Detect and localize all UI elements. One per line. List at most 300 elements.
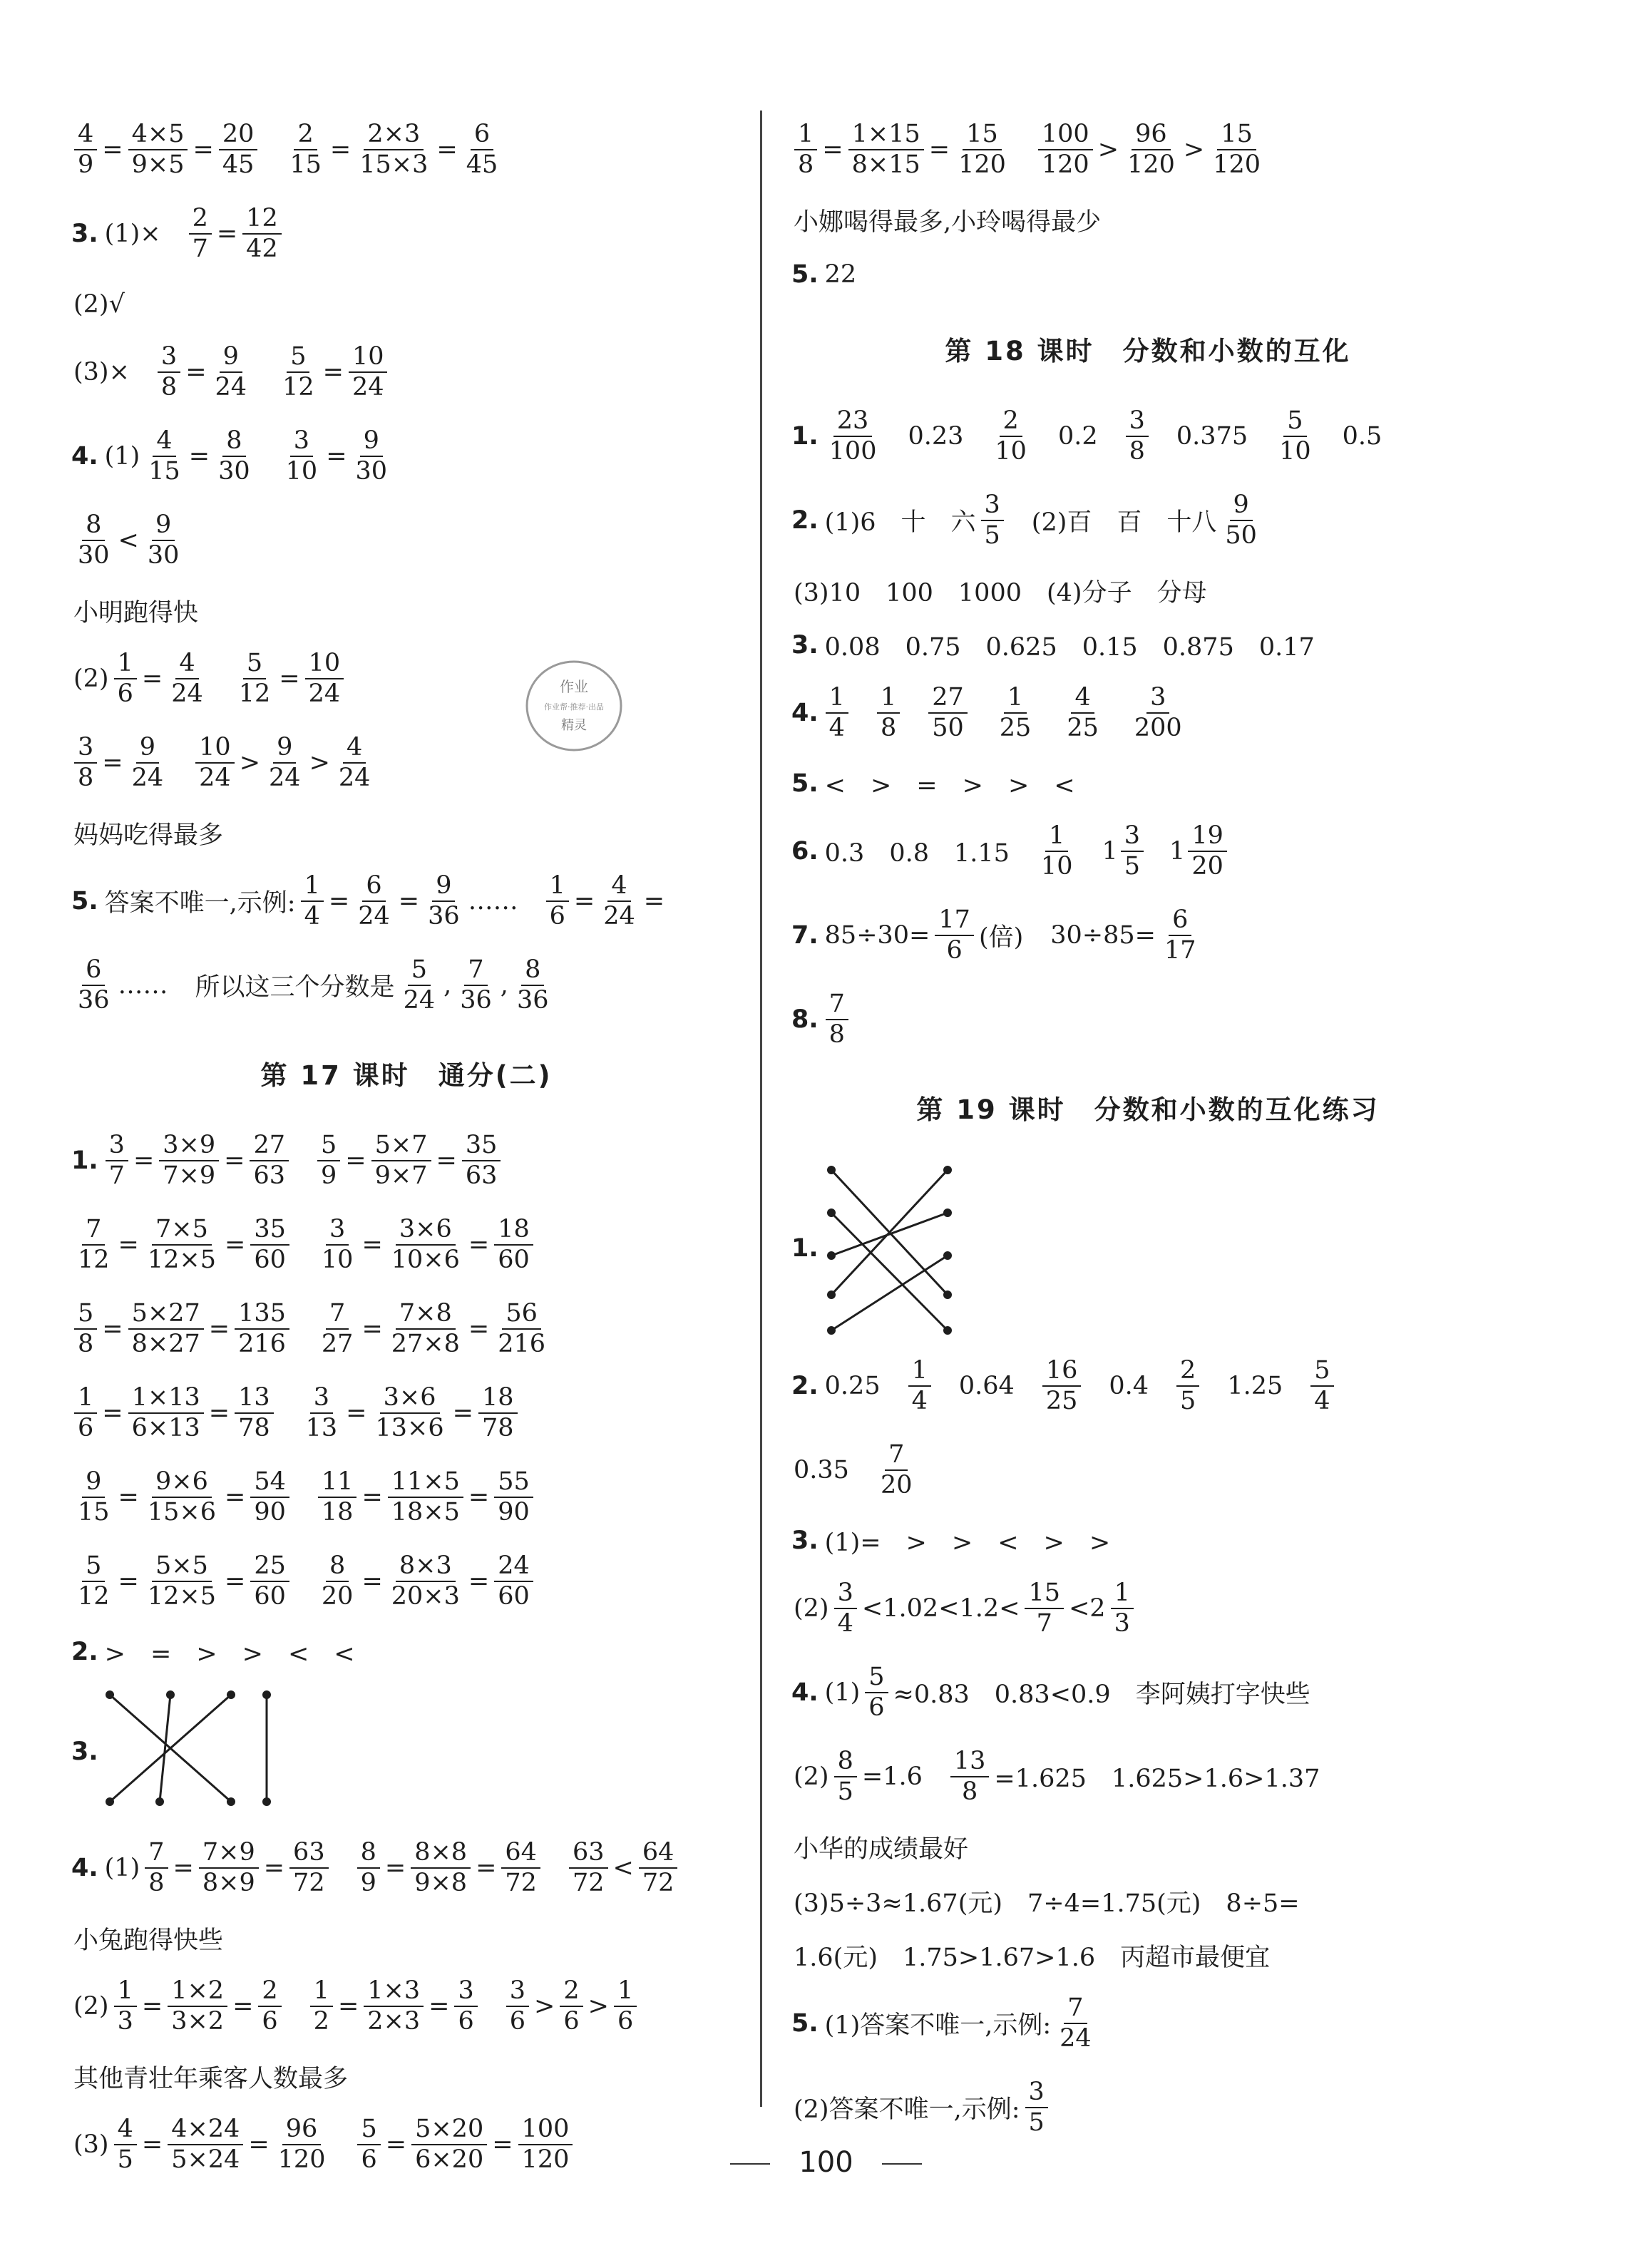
answer-segment [1174,422,1250,451]
fraction-denominator: 8 [880,714,897,742]
answer-segment [103,1634,357,1670]
question-number: 1. [71,1146,98,1175]
fraction-denominator: 15 [289,150,322,179]
answer-row [791,623,1504,667]
fraction [145,428,184,485]
answer-row [71,1462,742,1533]
fraction-denominator: 10 [321,1246,354,1274]
answer-text: 0.3 0.8 1.15 [824,839,1010,868]
fraction-denominator: 12 [238,679,271,708]
fraction-numerator: 8×3 [396,1553,456,1582]
answer-row [71,2055,742,2099]
fraction-denominator: 30 [218,457,250,486]
fraction-numerator: 4 [74,121,97,150]
fraction-denominator: 36 [516,986,549,1015]
fraction-denominator: 5 [1124,852,1141,881]
fraction [1276,408,1315,465]
answer-segment [71,650,210,707]
fraction-numerator: 135 [235,1300,289,1330]
answer-text: 0.23 [908,422,964,451]
answer-text: 0.2 [1057,422,1098,451]
fraction-denominator: 7×9 [163,1161,216,1190]
fraction-numerator: 6 [82,957,105,986]
fraction-denominator: 2×3 [367,2007,421,2036]
fraction [478,1385,518,1442]
matching-dot [943,1251,952,1260]
section-heading: 第 18 课时 分数和小数的互化 [945,336,1351,366]
matching-line [831,1256,948,1330]
fraction-denominator: 200 [1134,714,1182,742]
fraction [494,1300,549,1358]
fraction [1063,684,1102,741]
fraction-denominator: 60 [498,1246,530,1274]
fraction-denominator: 5×24 [171,2145,240,2174]
fraction-numerator: 10 [195,734,235,764]
answer-segment [905,1358,934,1415]
fraction-numerator: 8 [82,512,105,541]
fraction-denominator: 2 [313,2007,329,2036]
fraction [877,684,900,741]
answer-row [71,1125,742,1196]
answer-row [791,2072,1504,2143]
fraction-denominator: 20 [1191,852,1223,881]
matching-line [831,1213,948,1256]
answer-text: = [118,1567,139,1596]
fraction-denominator: 6 [946,936,963,965]
answer-text: = [188,442,210,471]
fraction [1176,1358,1199,1415]
answer-segment [566,1839,680,1897]
fraction-numerator: 64 [501,1839,540,1869]
question-number: 1. [791,1234,819,1263]
answer-row [71,643,742,714]
mixed-number-whole: 1 [1102,837,1118,866]
fraction-denominator: 10 [1279,437,1311,466]
fraction [235,650,275,707]
question-number: 3. [791,631,819,660]
fraction-denominator: 30 [78,541,110,570]
fraction-numerator: 100 [1038,121,1093,150]
fraction-numerator: 2 [294,121,317,150]
answer-text: = [225,1567,246,1596]
fraction-denominator: 6×20 [415,2145,484,2174]
fraction [199,1839,259,1897]
fraction-numerator: 5 [243,650,266,679]
answer-segment [71,290,127,319]
answer-segment [193,957,555,1014]
answer-text: = [141,1992,163,2021]
fraction-denominator: 12×5 [147,1582,217,1611]
question-number: 4. [791,1678,819,1707]
fraction-denominator: 6 [868,1693,885,1722]
answer-segment [1128,684,1189,741]
fraction [569,1839,608,1897]
fraction-denominator: 36 [460,986,492,1015]
fraction [513,957,553,1014]
fraction-denominator: 24 [269,764,301,792]
answer-text: 答案不唯一,示例: [104,889,296,918]
answer-text: (1)答案不唯一,示例: [824,2011,1052,2040]
fraction [318,1216,357,1273]
fraction-numerator: 3 [106,1132,128,1161]
svg-text:精灵: 精灵 [561,718,587,733]
matching-dot [943,1166,952,1174]
fraction [600,873,639,930]
fraction-denominator: 4 [911,1387,928,1415]
answer-row [71,1832,742,1904]
question-number: 4. [791,699,819,727]
fraction [242,205,282,262]
fraction-numerator: 2 [560,1978,583,2007]
fraction [462,1132,501,1189]
answer-segment [71,1216,292,1273]
fraction-numerator: 5 [357,2116,380,2145]
question-number: 2. [791,1372,819,1400]
fraction-numerator: 1 [1045,823,1068,852]
fraction-numerator: 1 [1111,1580,1134,1609]
answer-text: (1) [824,1678,861,1707]
fraction-numerator: 1 [114,1978,137,2007]
answer-text: = [263,1854,285,1882]
answer-segment [71,1921,225,1956]
fraction-denominator: 13 [305,1414,338,1442]
fraction-denominator: 20 [880,1471,913,1499]
fraction-denominator: 6 [617,2007,634,2036]
answer-text: < [118,526,139,555]
answer-segment [823,260,859,289]
fraction-numerator: 27 [250,1132,289,1161]
answer-text: 小明跑得快 [73,599,199,627]
answer-text: = [643,887,665,915]
fraction [991,408,1030,465]
fraction [235,1300,289,1358]
answer-row [71,727,742,799]
answer-segment [71,358,132,386]
answer-row [791,569,1504,613]
fraction-denominator: 4 [837,1609,853,1638]
answer-segment [823,766,1077,801]
fraction-denominator: 5 [1028,2108,1045,2137]
fraction-numerator: 2 [1000,408,1022,437]
answer-text: …… [118,971,168,1000]
fraction [501,1839,540,1897]
fraction-denominator: 24 [171,679,203,708]
fraction [128,1300,204,1358]
fraction-denominator: 8 [78,764,94,792]
answer-text: 其他青壮年乘客人数最多 [73,2065,349,2093]
answer-row [71,1209,742,1281]
answer-text: > [1183,135,1205,164]
answer-text: <2 [1068,1594,1106,1623]
answer-text: = [232,1992,254,2021]
fraction [74,734,97,791]
answer-row [71,421,742,492]
fraction-numerator: 7 [826,991,848,1020]
answer-segment [1035,823,1079,880]
fraction-numerator: 5 [74,1300,97,1330]
answer-row [71,198,742,270]
matching-lines-diagram [103,1684,302,1820]
fraction-numerator: 1 [794,121,817,150]
fraction-numerator: 6 [1169,907,1191,936]
fraction-numerator: 9 [152,512,175,541]
answer-text: 0.375 [1176,422,1248,451]
fraction-numerator: 1 [908,1358,931,1387]
fraction [546,873,569,930]
answer-row [791,1159,1504,1338]
answer-segment [1060,684,1105,741]
fraction-denominator: 36 [78,986,110,1015]
fraction-numerator: 1 [1004,684,1027,714]
fraction [1188,823,1227,880]
answer-text: 1.6(元) 1.75>1.67>1.6 丙超市最便宜 [794,1944,1271,1972]
fraction [168,1978,227,2035]
answer-segment [103,1839,332,1897]
fraction-numerator: 7 [145,1839,168,1869]
answer-text: =1.6 [861,1762,923,1791]
matching-dot [106,1690,114,1699]
answer-text: = [436,135,458,164]
fraction-denominator: 18×5 [391,1498,460,1526]
fraction [865,1664,888,1721]
fraction-denominator: 90 [254,1498,286,1526]
answer-segment [1040,1358,1084,1415]
answer-text: (3) [73,2130,109,2159]
answer-segment [71,1978,284,2035]
fraction [424,873,463,930]
fraction-numerator: 7 [1064,1995,1087,2024]
fraction-denominator: 25 [999,714,1032,742]
answer-text: 0.4 [1109,1372,1149,1400]
answer-row [791,900,1504,971]
answer-row [71,811,742,856]
answer-text: (倍) [978,923,1024,952]
fraction-denominator: 7 [1036,1609,1052,1638]
fraction [74,121,97,178]
fraction-numerator: 96 [1132,121,1171,150]
fraction-numerator: 96 [282,2116,322,2145]
fraction-numerator: 3 [158,344,180,373]
answer-row [71,1684,742,1820]
fraction-denominator: 13×6 [375,1414,444,1442]
fraction-denominator: 8 [961,1777,978,1806]
fraction-numerator: 1 [74,1385,97,1414]
fraction [74,1216,113,1273]
fraction [318,1469,357,1526]
answer-segment [543,873,667,930]
fraction-numerator: 4 [153,428,175,457]
answer-row [791,114,1504,185]
fraction [494,1216,533,1273]
answer-text: 85÷30= [824,921,930,950]
fraction [144,1216,220,1273]
answer-row [71,114,742,185]
fraction-numerator: 4×5 [128,121,188,150]
answer-segment [283,121,504,178]
fraction-denominator: 60 [254,1246,286,1274]
answer-segment [232,650,347,707]
fraction-denominator: 15×6 [147,1498,217,1526]
question-number: 2. [791,506,819,535]
answer-segment [823,1372,883,1400]
fraction-denominator: 216 [498,1330,546,1358]
fraction-denominator: 10×6 [391,1246,460,1274]
answer-segment [1107,1372,1151,1400]
answer-text: 0.5 [1342,422,1382,451]
answer-segment [823,1523,1113,1559]
answer-segment [315,1216,536,1273]
fraction [454,1978,477,2035]
fraction-numerator: 2 [258,1978,281,2007]
answer-segment [71,1385,277,1442]
fraction [834,1580,857,1637]
watermark-stamp [520,652,627,759]
fraction [494,1553,533,1610]
fraction-denominator: 15 [148,457,180,486]
fraction [1221,492,1261,549]
fraction-denominator: 5 [837,1777,853,1806]
answer-segment [503,1978,640,2035]
fraction [928,684,968,741]
matching-dot [943,1326,952,1335]
fraction-numerator: 13 [950,1748,990,1777]
question-number: 4. [71,442,98,471]
fraction-denominator: 6 [549,902,565,930]
matching-dot [943,1209,952,1217]
answer-text: = [208,1399,230,1427]
fraction-denominator: 10 [1040,852,1073,881]
fraction-numerator: 9 [220,344,242,373]
answer-segment [823,1995,1098,2052]
fraction-denominator: 6 [117,679,133,708]
answer-segment [103,220,163,248]
answer-row [791,1741,1504,1812]
answer-text: <1.02<1.2< [861,1594,1020,1623]
answer-text: 所以这三个分数是 [195,973,395,1002]
fraction-numerator: 8 [222,428,245,457]
answer-segment [186,205,284,262]
question-number: 2. [71,1638,98,1666]
svg-text:作业帮·推荐·出品: 作业帮·推荐·出品 [544,702,604,712]
fraction-numerator: 63 [289,1839,329,1869]
answer-text: (2)答案不唯一,示例: [794,2095,1020,2124]
fraction-numerator: 3 [1126,408,1149,437]
fraction-numerator: 4 [607,873,630,902]
fraction-numerator: 1 [877,684,900,714]
answer-text: = [102,1399,123,1427]
fraction [388,1469,463,1526]
fraction-denominator: 45 [466,150,498,179]
answer-segment [1340,422,1385,451]
fraction-denominator: 20×3 [391,1582,460,1611]
fraction [335,734,374,791]
fraction-numerator: 15 [1217,121,1256,150]
fraction [352,428,391,485]
fraction-numerator: 3 [506,1978,529,2007]
answer-segment [71,121,260,178]
fraction-denominator: 63 [253,1161,286,1190]
fraction-numerator: 15 [963,121,1002,150]
matching-diagram [103,1684,302,1820]
fraction-denominator: 24 [1060,2024,1092,2053]
answer-segment [1035,121,1267,178]
answer-text: = [452,1399,473,1427]
fraction [357,1839,380,1897]
answer-text: (1)× [104,220,161,248]
mixed-number-whole: 1 [1169,837,1186,866]
fraction [74,1469,113,1526]
fraction [1310,1358,1333,1415]
fraction-denominator: 9 [78,150,94,179]
answer-row [71,1971,742,2042]
answer-text: (2)√ [73,290,125,319]
fraction-denominator: 4 [1314,1387,1330,1415]
fraction [1042,1358,1082,1415]
fraction-numerator: 5×5 [152,1553,212,1582]
fraction-numerator: 5×27 [128,1300,204,1330]
fraction-numerator: 10 [305,650,344,679]
answer-row [791,1519,1504,1563]
answer-text: = [225,1231,246,1259]
fraction-denominator: 4 [828,714,845,742]
fraction-denominator: 24 [131,764,164,792]
fraction [74,957,113,1014]
fraction [834,1748,857,1805]
answer-segment [823,907,1026,964]
fraction-denominator: 6 [361,2145,377,2174]
matching-dot [827,1166,836,1174]
answer-row [71,1916,742,1961]
fraction [159,1132,219,1189]
answer-text: 30÷85= [1050,921,1156,950]
answer-text: = [141,664,163,693]
fraction-numerator: 9 [82,1469,105,1498]
fraction-numerator: 9 [273,734,296,764]
answer-segment [315,1553,536,1610]
fraction-denominator: 3×2 [171,2007,225,2036]
fraction-numerator: 7×9 [199,1839,259,1869]
fraction-denominator: 78 [238,1414,270,1442]
answer-text: (2) [794,1762,829,1791]
fraction [144,1553,220,1610]
fraction [289,1839,329,1897]
matching-diagram [823,1159,965,1338]
answer-segment [1102,823,1146,880]
fraction-denominator: 72 [572,1869,605,1897]
answer-row [791,1573,1504,1644]
answer-text: > = > > < < [104,1640,355,1668]
answer-text: (1)= > > < > > [824,1529,1111,1557]
fraction [168,650,207,707]
question-number: 5. [791,260,819,289]
matching-dot [827,1209,836,1217]
fraction-denominator: 10 [995,437,1027,466]
fraction-numerator: 13 [235,1385,274,1414]
answer-text: = [102,135,123,164]
page-number [0,2146,1652,2179]
fraction-denominator: 120 [1041,150,1089,179]
fraction [372,1385,448,1442]
fraction-numerator: 1 [826,684,848,714]
answer-segment [1225,1372,1285,1400]
fraction-denominator: 30 [147,541,180,570]
answer-segment [103,873,520,930]
fraction [354,873,394,930]
fraction [981,492,1004,549]
fraction-numerator: 17 [935,907,974,936]
fraction-denominator: 90 [498,1498,530,1526]
fraction-denominator: 8×9 [202,1869,255,1897]
